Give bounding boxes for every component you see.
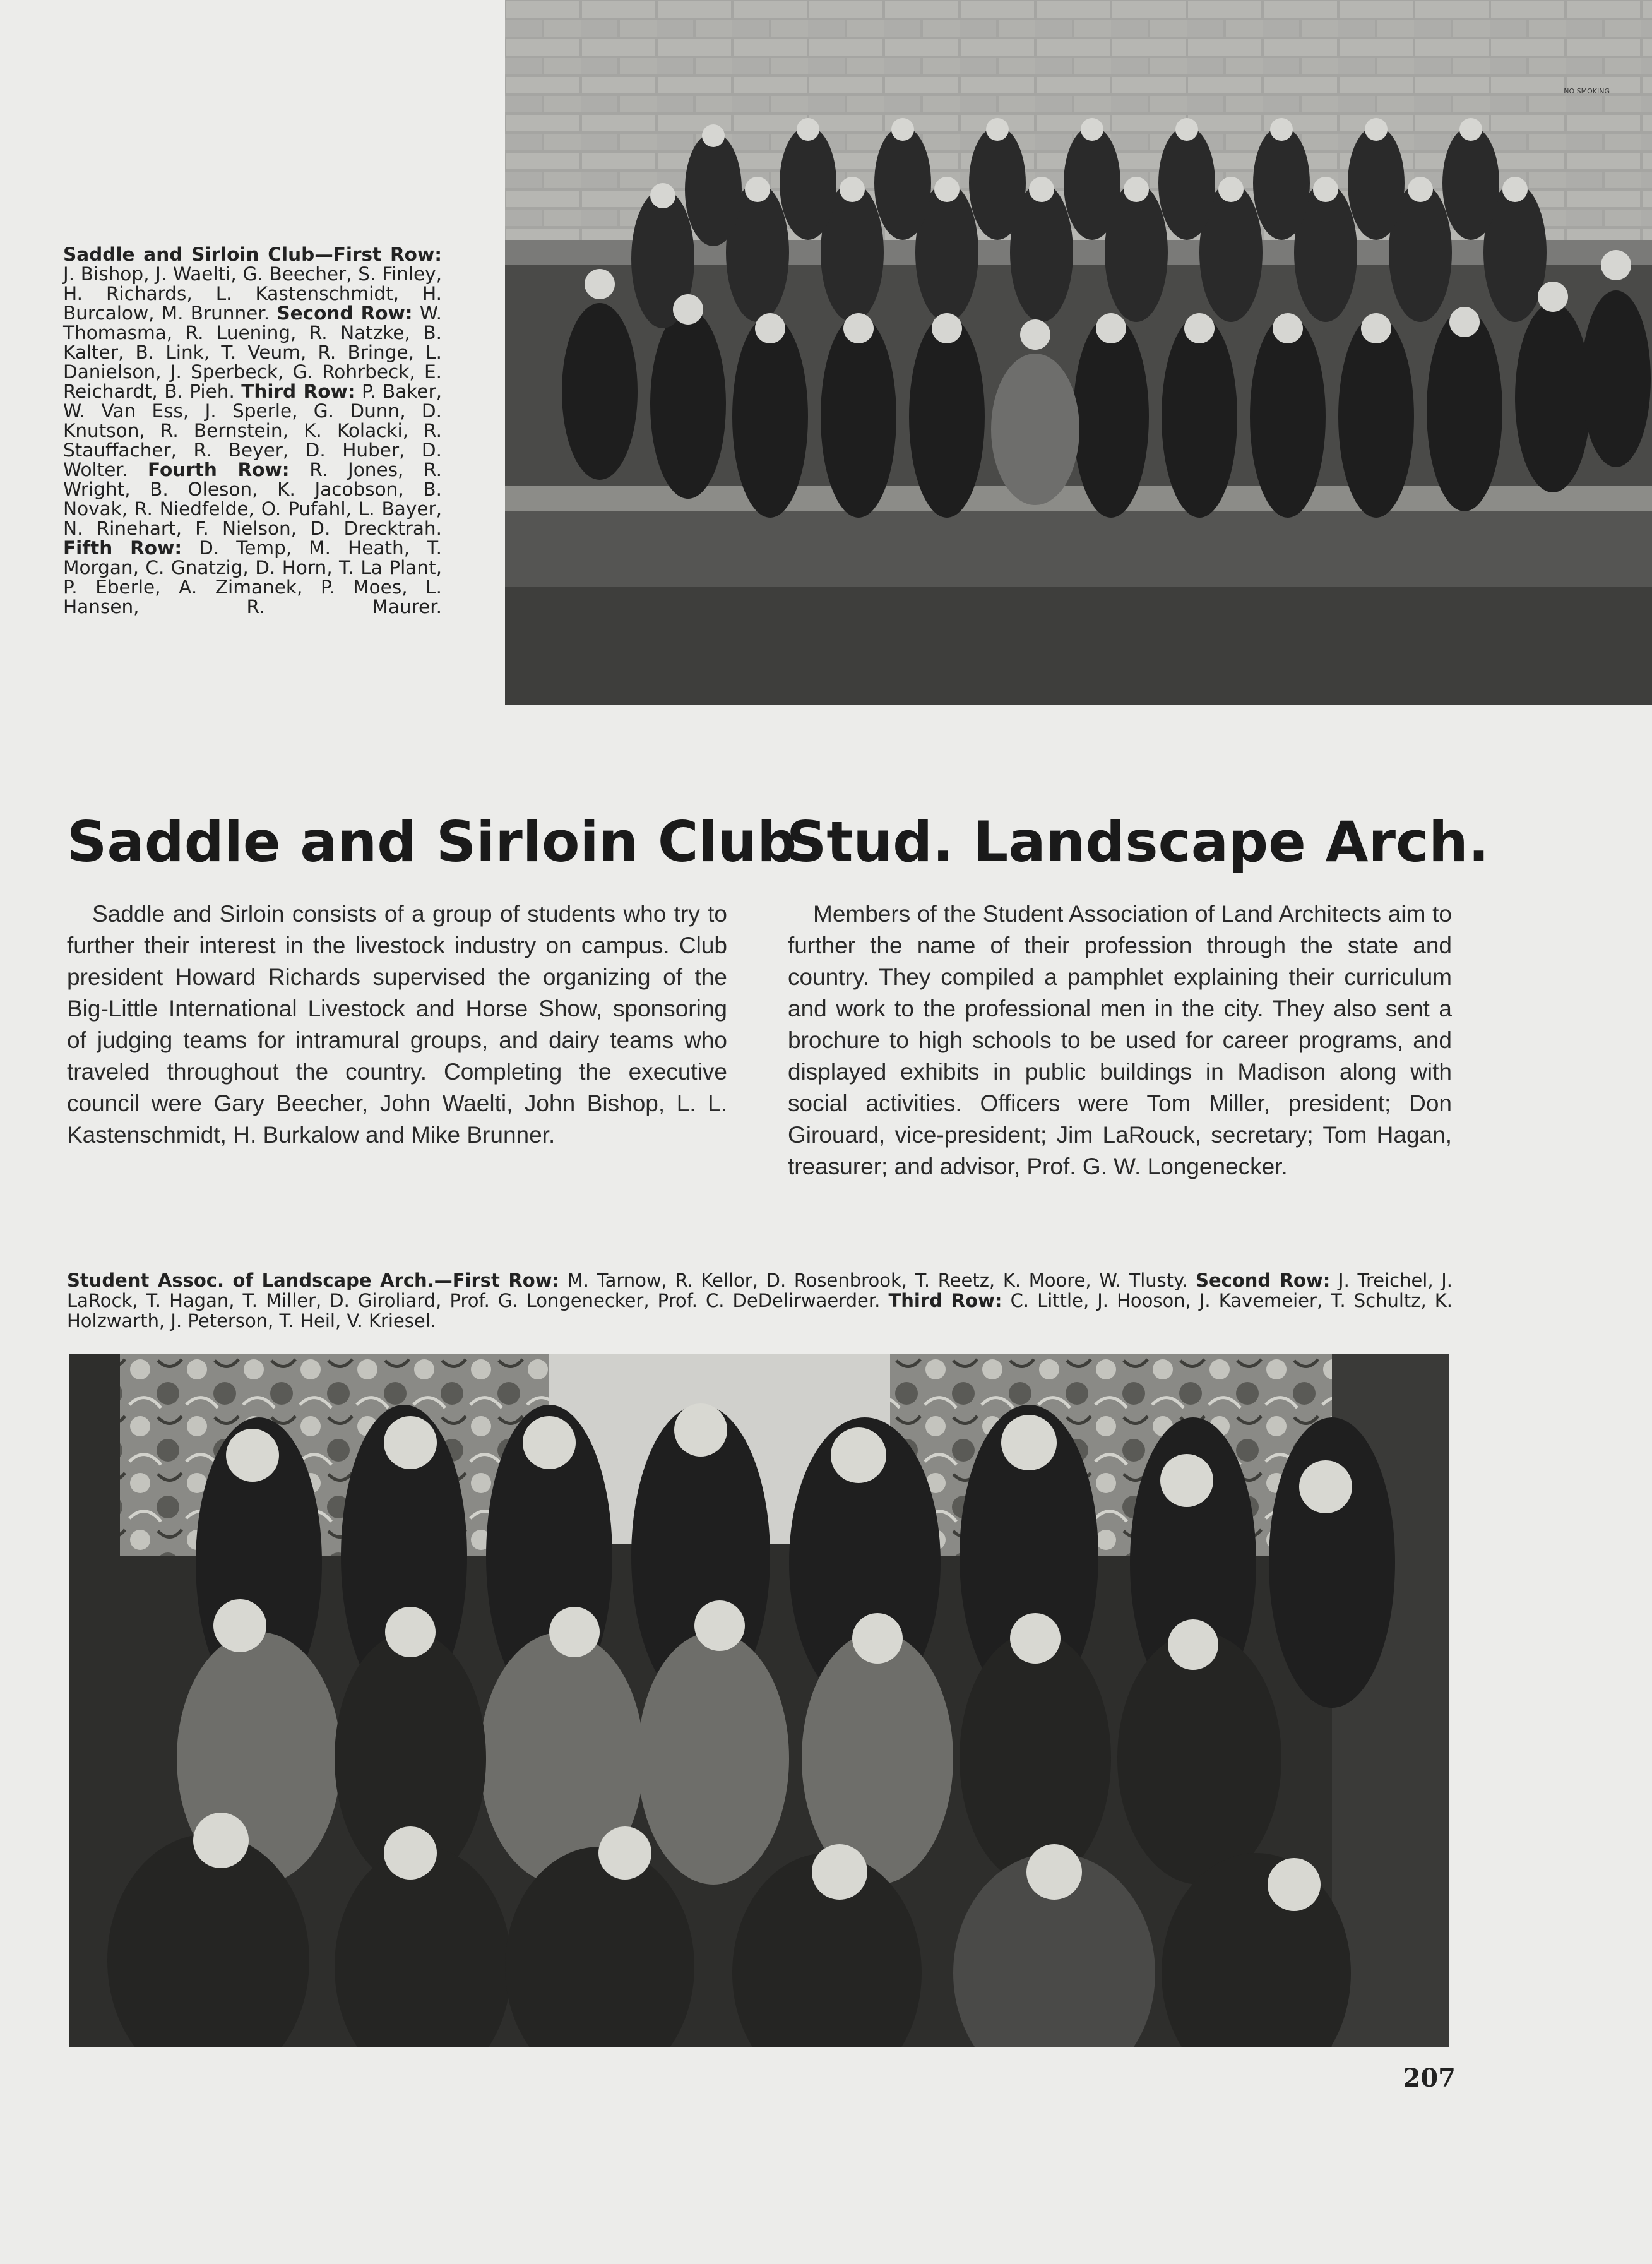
page-number: 207 <box>1403 2063 1456 2093</box>
saddle-group-photo-graphic <box>505 0 1652 705</box>
landscape-group-photo-graphic <box>69 1354 1449 2047</box>
row-names: R. Jones, R. Wright, B. Oleson, K. Jacobson, B. Novak, R. Niedfelde, O. Pufahl, L. Bayer, N. Rinehart, F. Nielson, D. Drecktrah. <box>63 459 442 539</box>
saddle-group-photo <box>505 0 1652 705</box>
row-names: J. Bishop, J. Waelti, G. Beecher, S. Finley, H. Richards, L. Kastenschmidt, H. Burcalow, M. Brunner. <box>63 263 442 324</box>
row-names: D. Temp, M. Heath, T. Morgan, C. Gnatzig, D. Horn, T. La Plant, P. Eberle, A. Zimanek, P. Moes, L. Hansen, R. Maurer. <box>63 537 442 617</box>
row-label: Third Row: <box>888 1290 1002 1311</box>
landscape-article-body: Members of the Student Association of Land Architects aim to further the name of their profession through the state and country. They compiled a pamphlet explaining their curriculum and work to the professional men in the city. They also sent a brochure to high schools to be used for career programs, and displayed exhibits in public buildings in Madison along with social activities. Officers were Tom Miller, president; Don Girouard, vice-president; Jim LaRouck, secretary; Tom Hagan, treasurer; and advisor, Prof. G. W. Longenecker. <box>788 901 1452 1179</box>
landscape-heading: Stud. Landscape Arch. <box>787 809 1490 874</box>
caption-dash: — <box>434 1270 453 1291</box>
caption-dash: — <box>314 244 333 265</box>
row-names: J. Treichel, J. LaRock, T. Hagan, T. Miller, D. Giroliard, Prof. G. Longenecker, Prof. C. DeDelirwaerder. <box>67 1270 1453 1311</box>
saddle-heading: Saddle and Sirloin Club <box>67 809 797 874</box>
saddle-photo-caption <box>63 245 442 617</box>
saddle-article-body: Saddle and Sirloin consists of a group of students who try to further their interest in the livestock industry on campus. Club president Howard Richards supervised the organizing of the Big-Little International Livestock and Horse Show, sponsoring of judging teams for intramural groups, and dairy teams who traveled throughout the country. Completing the executive council were Gary Beecher, John Waelti, John Bishop, L. L. Kastenschmidt, H. Burkalow and Mike Brunner. <box>67 901 727 1148</box>
row-label: Second Row: <box>1196 1270 1331 1291</box>
row-names: P. Baker, W. Van Ess, J. Sperle, G. Dunn, D. Knutson, R. Bernstein, K. Kolacki, R. Stauffacher, R. Beyer, D. Huber, D. Wolter. <box>63 381 442 480</box>
row-label: Third Row: <box>241 381 355 402</box>
caption-title: Saddle and Sirloin Club <box>63 244 315 265</box>
row-names: W. Thomasma, R. Luening, R. Natzke, B. Kalter, B. Link, T. Veum, R. Bringe, L. Danielson, J. Sperbeck, G. Rohrbeck, E. Reichardt, B. Pieh. <box>63 302 442 402</box>
row-label: Fourth Row: <box>148 459 290 480</box>
row-label: First Row: <box>333 244 443 265</box>
row-label: First Row: <box>452 1270 560 1291</box>
row-names: C. Little, J. Hooson, J. Kavemeier, T. Schultz, K. Holzwarth, J. Peterson, T. Heil, V. Kriesel. <box>67 1290 1453 1332</box>
row-label: Second Row: <box>276 302 413 324</box>
caption-title: Student Assoc. of Landscape Arch. <box>67 1270 434 1291</box>
no-smoking-sign: NO SMOKING <box>1564 87 1610 95</box>
landscape-photo-caption <box>67 1270 1453 1331</box>
landscape-group-photo <box>69 1354 1449 2047</box>
row-names: M. Tarnow, R. Kellor, D. Rosenbrook, T. Reetz, K. Moore, W. Tlusty. <box>567 1270 1188 1291</box>
row-label: Fifth Row: <box>63 537 182 559</box>
